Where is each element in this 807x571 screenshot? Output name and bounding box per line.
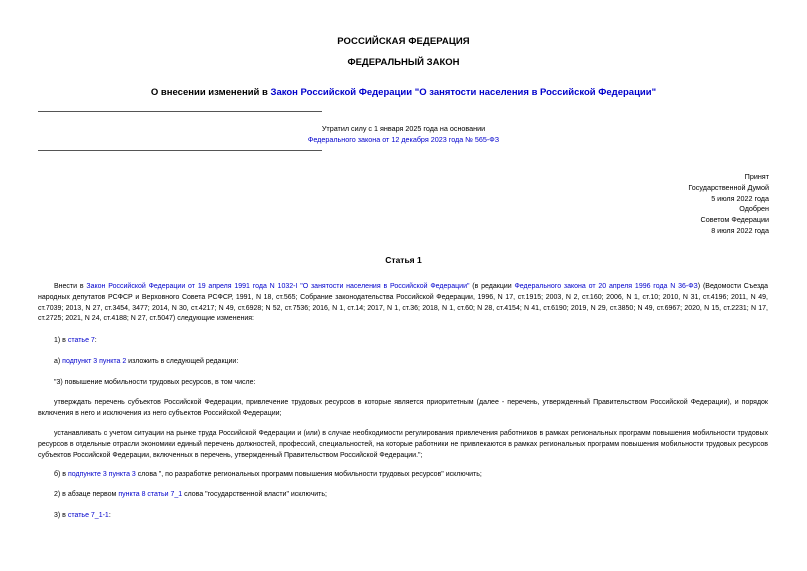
subpoint-3-point-2-link[interactable]: подпункт 3 пункта 2 xyxy=(62,358,127,365)
title-law-link[interactable]: Закон Российской Федерации "О занятости населения в Российской Федерации" xyxy=(270,87,657,98)
item-text: 3) в xyxy=(54,512,68,519)
item-1b xyxy=(38,470,768,481)
item-text: б) в xyxy=(54,471,68,478)
adoption-line: Советом Федерации xyxy=(700,215,769,225)
item-text: изложить в следующей редакции: xyxy=(126,358,239,365)
adoption-block xyxy=(569,172,769,237)
item-text: : xyxy=(108,512,111,519)
quoted-paragraph-list: утверждать перечень субъектов Российской Федерации, привлечение трудовых ресурсов в которые является приоритетным (далее - перечень, утвержденный Правительством Российской Федерации), и порядок включения в него и исключения из него субъектов Российской Федерации; xyxy=(38,399,768,417)
subpoint-3-point-3-link[interactable]: подпункте 3 пункта 3 xyxy=(67,471,136,478)
quoted-item-3: "3) повышение мобильности трудовых ресурсов, в том числе: xyxy=(54,379,256,386)
doc-type-heading: ФЕДЕРАЛЬНЫЙ ЗАКОН xyxy=(347,57,460,68)
adoption-line: 5 июля 2022 года xyxy=(711,193,769,203)
divider-bottom xyxy=(38,150,322,151)
repeal-law-link[interactable]: Федерального закона от 12 декабря 2023 года № 565-ФЗ xyxy=(307,135,500,144)
point-8-article-7-1-link[interactable]: пункта 8 статьи 7_1 xyxy=(118,491,183,498)
item-3 xyxy=(38,511,768,522)
title-prefix: О внесении изменений в xyxy=(150,87,271,98)
item-1 xyxy=(38,336,768,347)
intro-text: Внести в xyxy=(54,283,87,290)
article-7-1-1-link[interactable]: статье 7_1-1 xyxy=(67,512,109,519)
adoption-line: Одобрен xyxy=(739,204,769,214)
item-2 xyxy=(38,490,768,501)
article-heading: Статья 1 xyxy=(385,255,422,265)
item-1a xyxy=(38,357,768,368)
item-text: слова "государственной власти" исключить; xyxy=(182,491,327,498)
item-text: : xyxy=(94,337,97,344)
status-note-line2 xyxy=(0,135,807,144)
law-title xyxy=(0,87,807,98)
country-heading: РОССИЙСКАЯ ФЕДЕРАЦИЯ xyxy=(337,36,470,47)
adoption-line: 8 июля 2022 года xyxy=(711,225,769,235)
intro-text: ) (Ведомости Съезда народных депутатов РСФСР и Верховного Совета РСФСР, 1991, N 18, ст.565; Собрание законодательства Российской Федерации, 1996, N 17, ст.1915; 2003, N 2, ст.160; 2006, N 1, ст.10; 2010, N 31, ст.4196; 2011, N 49, ст.7039; 2013, N 27, ст.3454, 3477; 2014, N 30, ст.4217; N 49, ст.6928; N 52, ст.7536; 2016, N 1, ст.14; 2017, N 1, ст.36; 2018, N 1, ст.60; N 28, ст.4154; N 41, ст.6190; 2019, N 29, ст.3850; N 49, ст.6967; 2020, N 15, ст.2231; N 17, ст.2725; 2021, N 24, ст.4188; N 27, ст.5047) следующие изменения: xyxy=(38,283,769,323)
item-text: а) xyxy=(54,358,63,365)
item-text: слова ", по разработке региональных программ повышения мобильности трудовых ресурсов" исключить; xyxy=(135,471,482,478)
quoted-paragraph-set: устанавливать с учетом ситуации на рынке труда Российской Федерации и (или) в случае необходимости регулирования привлечения работников в рамках региональных программ повышения мобильности трудовых ресурсов в отдельные отрасли экономики единый перечень должностей, профессий, специальностей, на которые работники не привлекаются в рамках региональных программ повышения мобильности трудовых ресурсов субъектов Российской Федерации, включенных в перечень, утвержденный Правительством Российской Федерации."; xyxy=(38,430,768,459)
article-7-link[interactable]: статье 7 xyxy=(67,337,95,344)
intro-paragraph xyxy=(38,282,768,325)
law-1996-link[interactable]: Федерального закона от 20 апреля 1996 года N 36-ФЗ xyxy=(514,283,698,290)
status-note-line1: Утратил силу с 1 января 2025 года на основании xyxy=(321,124,486,133)
adoption-line: Государственной Думой xyxy=(688,182,769,192)
item-text: 1) в xyxy=(54,337,68,344)
divider-top xyxy=(38,111,322,112)
adoption-line: Принят xyxy=(744,172,769,181)
intro-text: (в редакции xyxy=(469,283,515,290)
item-text: 2) в абзаце первом xyxy=(54,491,119,498)
law-1991-link[interactable]: Закон Российской Федерации от 19 апреля 1991 года N 1032-I "О занятости населения в Российской Федерации" xyxy=(86,283,470,290)
